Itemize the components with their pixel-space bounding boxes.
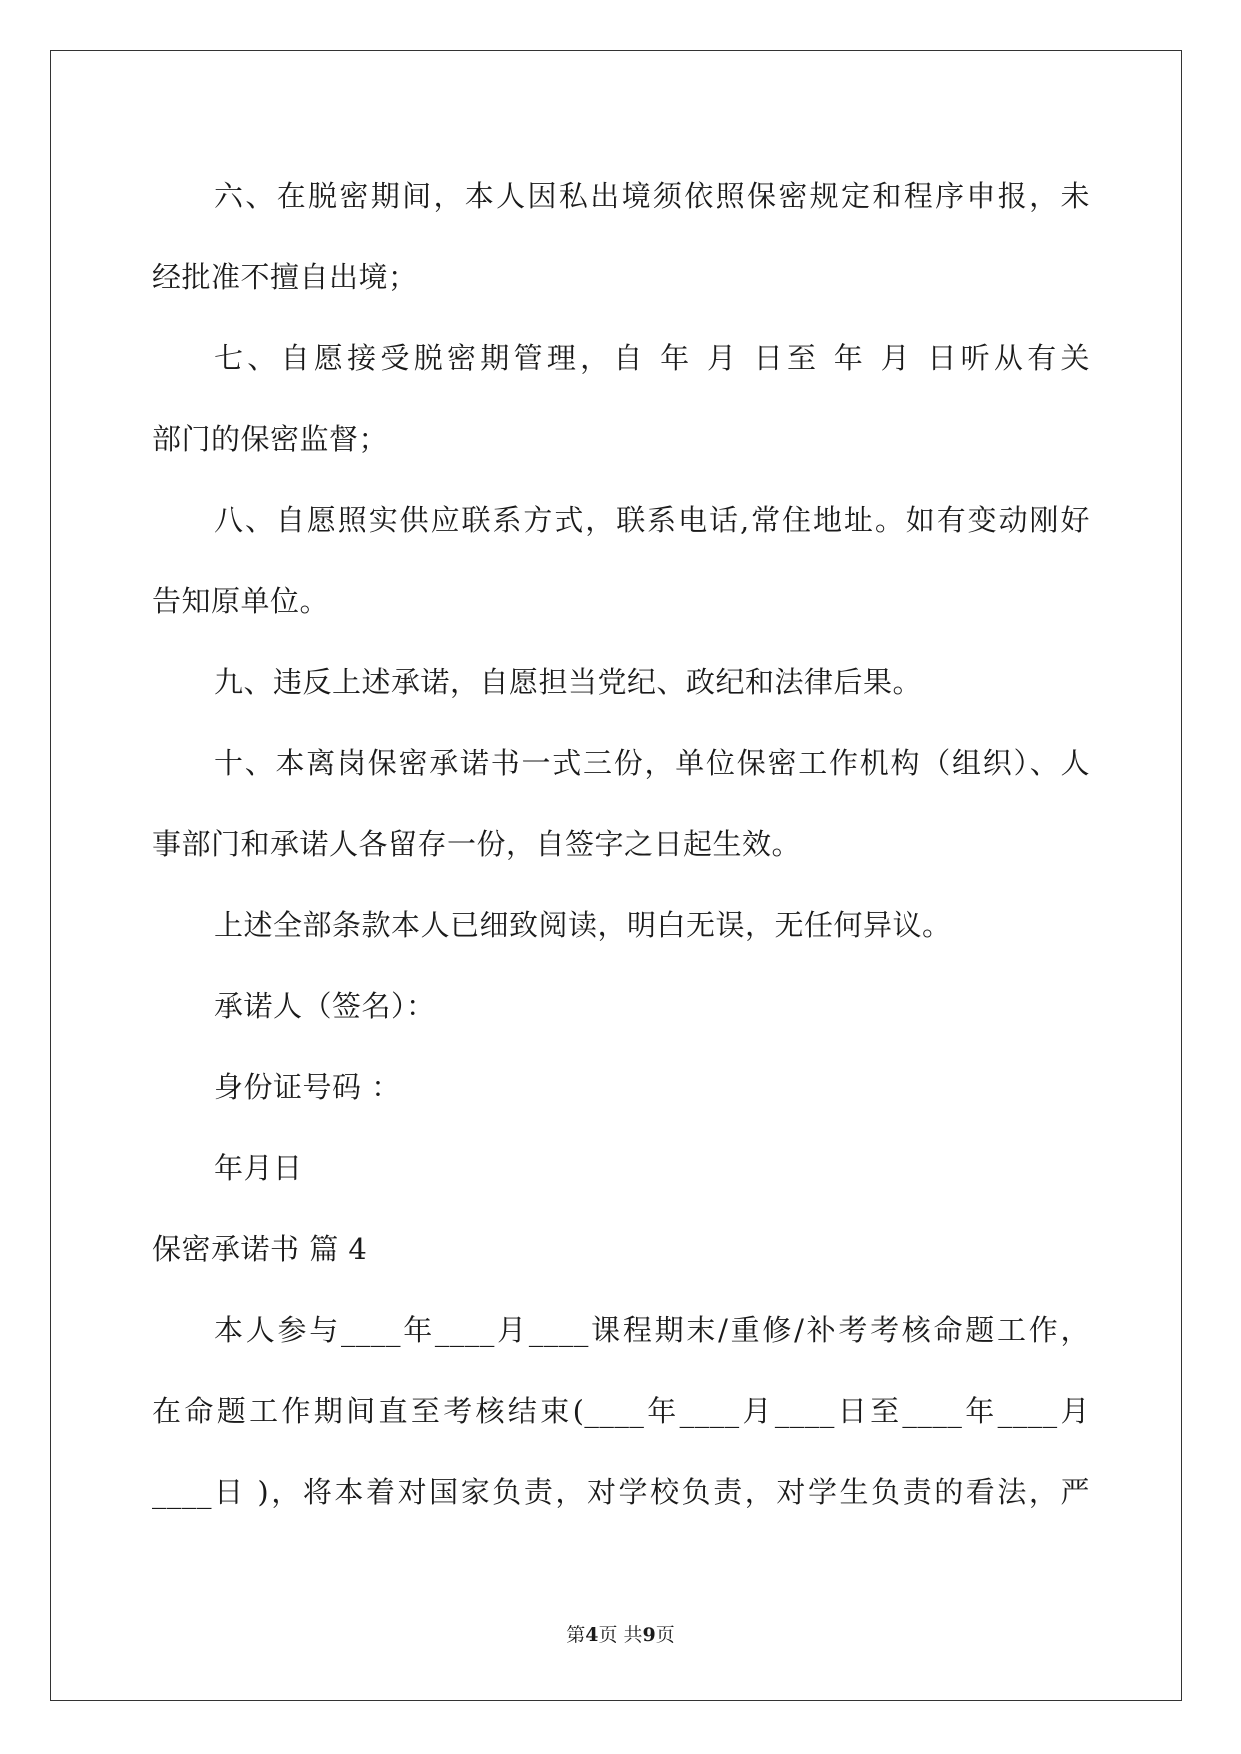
section-heading: 保密承诺书 篇 4 bbox=[152, 1232, 368, 1266]
paragraph-line: 七、自愿接受脱密期管理，自 年 月 日至 年 月 日听从有关 bbox=[214, 341, 1090, 375]
page-footer bbox=[0, 1620, 1241, 1647]
document-body bbox=[152, 166, 1090, 1543]
paragraph-line: 十、本离岗保密承诺书一式三份，单位保密工作机构（组织）、人 bbox=[214, 746, 1090, 780]
signature-label: 承诺人（签名）： bbox=[214, 989, 436, 1023]
footer-mid: 页 共 bbox=[598, 1624, 643, 1646]
date-label: 年月日 bbox=[214, 1151, 303, 1185]
total-page-number: 9 bbox=[642, 1624, 656, 1646]
paragraph-line: 告知原单位。 bbox=[152, 584, 330, 618]
paragraph-line: 经批准不擅自出境； bbox=[152, 260, 418, 294]
id-number-label: 身份证号码 ： bbox=[214, 1070, 401, 1104]
paragraph-line: 在命题工作期间直至考核结束(____年____月____日至____年____月 bbox=[152, 1394, 1090, 1428]
paragraph-line: 八、自愿照实供应联系方式，联系电话,常住地址。如有变动刚好 bbox=[214, 503, 1090, 537]
paragraph-line: 上述全部条款本人已细致阅读，明白无误，无任何异议。 bbox=[214, 908, 952, 942]
paragraph-line: 部门的保密监督； bbox=[152, 422, 389, 456]
footer-prefix: 第 bbox=[566, 1624, 586, 1646]
paragraph-line: ____日 )，将本着对国家负责，对学校负责，对学生负责的看法，严 bbox=[152, 1475, 1090, 1509]
footer-suffix: 页 bbox=[655, 1624, 675, 1646]
paragraph-line: 本人参与____年____月____课程期末/重修/补考考核命题工作， bbox=[214, 1313, 1090, 1347]
current-page-number: 4 bbox=[585, 1624, 599, 1646]
paragraph-line: 九、违反上述承诺，自愿担当党纪、政纪和法律后果。 bbox=[214, 665, 923, 699]
paragraph-line: 事部门和承诺人各留存一份，自签字之日起生效。 bbox=[152, 827, 802, 861]
paragraph-line: 六、在脱密期间，本人因私出境须依照保密规定和程序申报，未 bbox=[214, 179, 1090, 213]
